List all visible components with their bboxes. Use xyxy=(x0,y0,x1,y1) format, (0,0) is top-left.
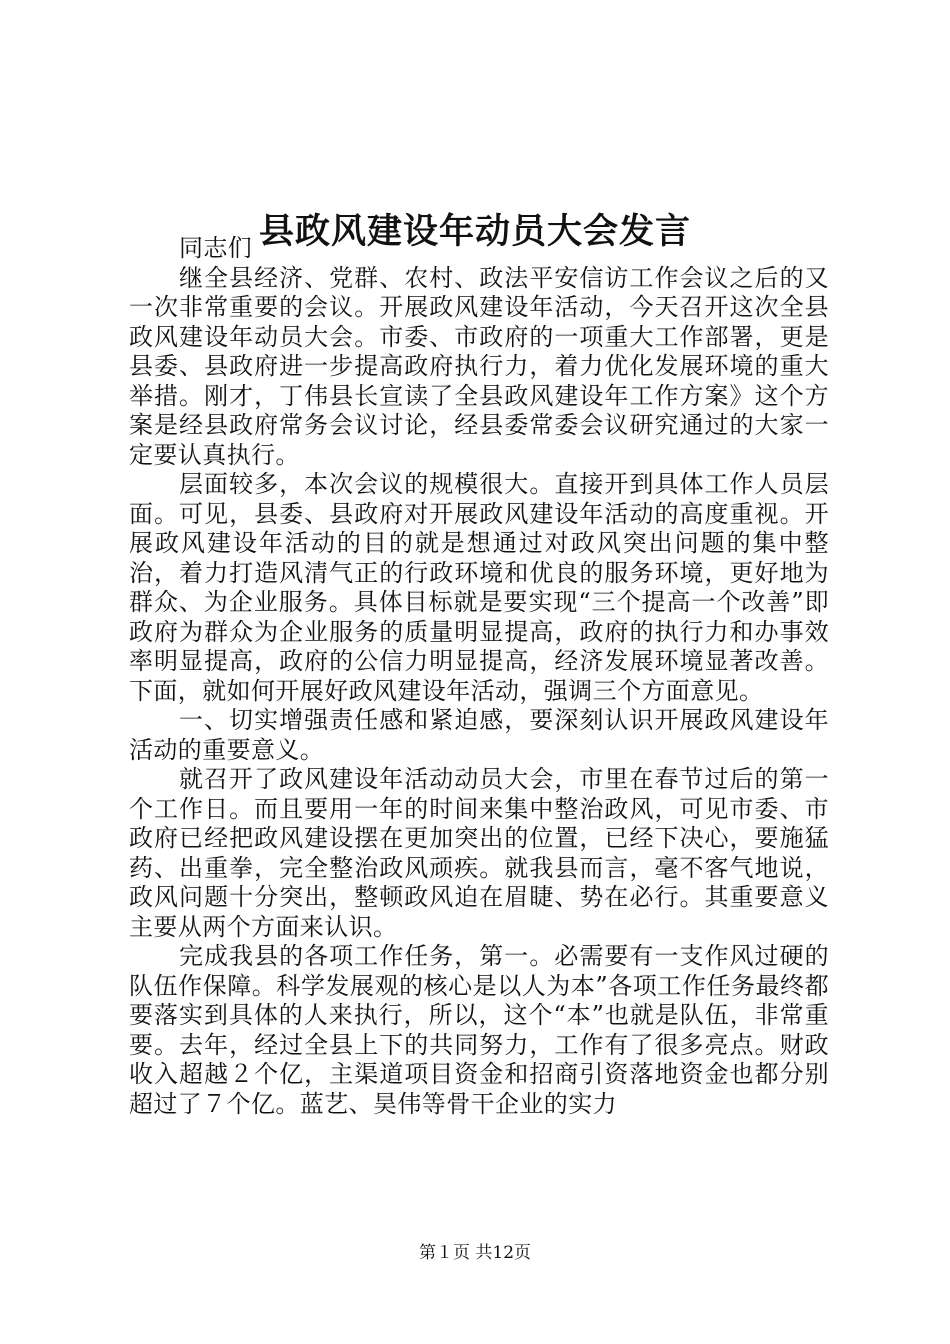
document-body xyxy=(129,234,829,1119)
salutation-paragraph: 同志们 xyxy=(179,234,253,262)
body-paragraph: 就召开了政风建设年活动动员大会，市里在春节过后的第一个工作日。而且要用一年的时间来集中整治政风，可见市委、市政府已经把政风建设摆在更加突出的位置，已经下决心，要施猛药、出重拳，完全整治政风顽疾。就我县而言，毫不客气地说，政风问题十分突出，整顿政风迫在眉睫、势在必行。其重要意义主要从两个方面来认识。 xyxy=(129,765,829,941)
body-paragraph: 层面较多，本次会议的规模很大。直接开到具体工作人员层面。可见，县委、县政府对开展政风建设年活动的高度重视。开展政风建设年活动的目的就是想通过对政风突出问题的集中整治，着力打造风清气正的行政环境和优良的服务环境，更好地为群众、为企业服务。具体目标就是要实现“三个提高一个改善”即政府为群众为企业服务的质量明显提高，政府的执行力和办事效率明显提高，政府的公信力明显提高，经济发展环境显著改善。下面，就如何开展好政风建设年活动，强调三个方面意见。 xyxy=(129,470,829,705)
page-footer: 第１页 共12页 xyxy=(418,1243,532,1263)
page-title: 县政风建设年动员大会发言 xyxy=(258,211,691,253)
section-heading-paragraph: 一、切实增强责任感和紧迫感，要深刻认识开展政风建设年活动的重要意义。 xyxy=(129,706,829,764)
body-paragraph: 完成我县的各项工作任务，第一。必需要有一支作风过硬的队伍作保障。科学发展观的核心是以人为本”各项工作任务最终都要落实到具体的人来执行，所以，这个“本”也就是队伍，非常重要。去年，经过全县上下的共同努力，工作有了很多亮点。财政收入超越２个亿，主渠道项目资金和招商引资落地资金也都分别超过了７个亿。蓝艺、昊伟等骨干企业的实力 xyxy=(129,942,829,1118)
body-paragraph: 继全县经济、党群、农村、政法平安信访工作会议之后的又一次非常重要的会议。开展政风建设年活动，今天召开这次全县政风建设年动员大会。市委、市政府的一项重大工作部署，更是县委、县政府进一步提高政府执行力，着力优化发展环境的重大举措。刚才，丁伟县长宣读了全县政风建设年工作方案》这个方案是经县政府常务会议讨论，经县委常委会议研究通过的大家一定要认真执行。 xyxy=(129,263,829,469)
